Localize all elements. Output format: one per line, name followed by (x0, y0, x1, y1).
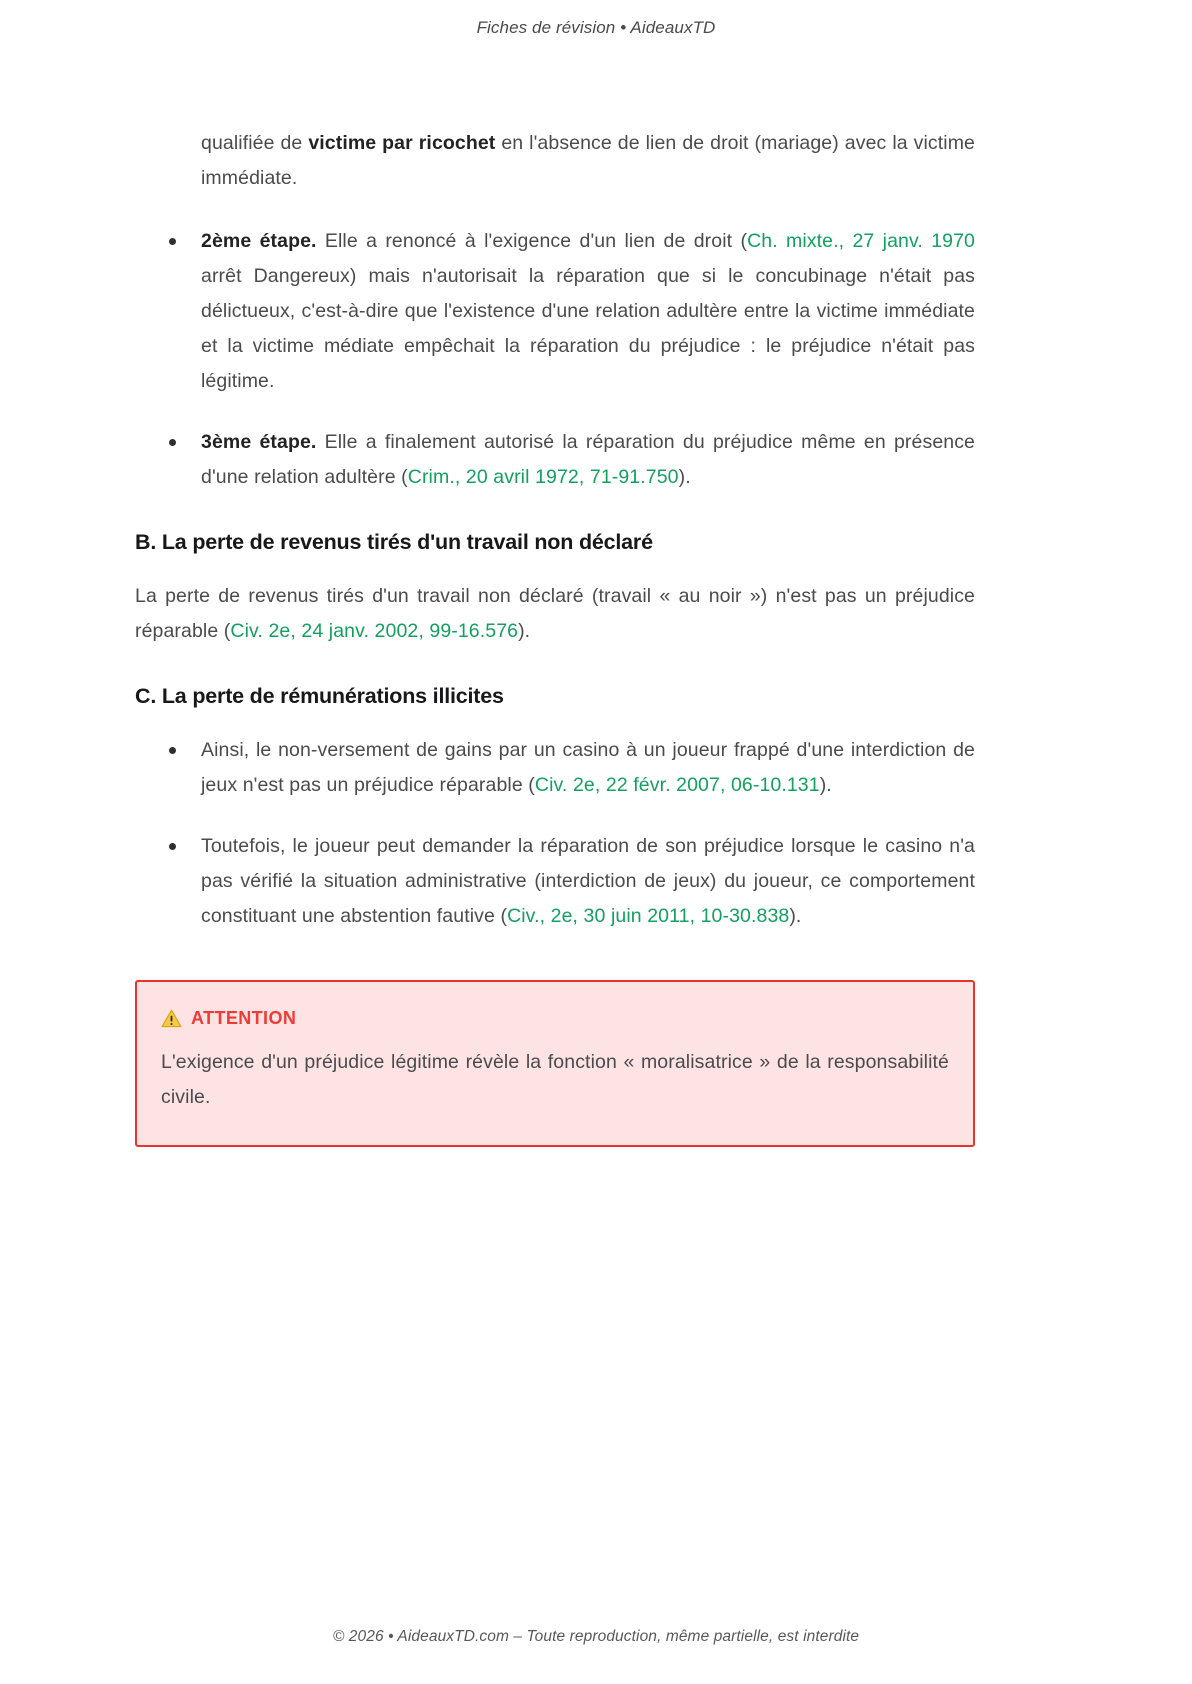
spacer (135, 557, 975, 579)
step-lead: 3ème étape. (201, 431, 317, 453)
case-citation: Civ. 2e, 22 févr. 2007, 06-10.131 (534, 774, 820, 796)
callout-body-text: L'exigence d'un préjudice légitime révèle la fonction « moralisatrice » de la responsabilité civile. (161, 1051, 949, 1108)
running-footer: © 2026 • AideauxTD.com – Toute reproduction, même partielle, est interdite (332, 1628, 860, 1645)
step-text-part-2: ). (678, 466, 691, 488)
spacer (135, 649, 975, 681)
steps-list (135, 224, 975, 495)
page-content (135, 126, 975, 1147)
section-heading-c: C. La perte de rémunérations illicites (135, 684, 504, 708)
warning-triangle-icon (161, 1009, 182, 1028)
paragraph-text-part-1: La perte de revenus tirés d'un travail non déclaré (travail « au noir ») n'est pas un préjudice réparable ( (135, 585, 975, 642)
case-citation: Ch. mixte., 27 janv. 1970 (747, 230, 976, 252)
section-c-list (135, 733, 975, 934)
list-item (135, 425, 975, 495)
step-lead: 2ème étape. (201, 230, 317, 252)
bullet-text-part-1: Ainsi, le non-versement de gains par un casino à un joueur frappé d'une interdiction de jeux n'est pas un préjudice réparable ( (201, 739, 975, 796)
section-heading-b: B. La perte de revenus tirés d'un travail non déclaré (135, 530, 653, 554)
paragraph-text-part-2: ). (518, 620, 531, 642)
bullet-text-part-2: ). (819, 774, 832, 796)
spacer (135, 711, 975, 733)
callout-label: ATTENTION (191, 1008, 297, 1028)
case-citation: Crim., 20 avril 1972, 71-91.750 (407, 466, 679, 488)
step-text-part-1: Elle a renoncé à l'exigence d'un lien de droit ( (316, 230, 748, 252)
intro-after: en l'absence de lien de droit (mariage) avec la victime immédiate. (201, 132, 976, 189)
spacer (135, 196, 975, 224)
step-text-part-2: arrêt Dangereux) mais n'autorisait la réparation que si le concubinage n'était pas délictueux, c'est-à-dire que l'existence d'une relation adultère entre la victime immédiate et la victime médiate empêchait la réparation du préjudice : le préjudice n'était pas légitime. (201, 265, 975, 392)
intro-bold-term: victime par ricochet (308, 132, 496, 154)
section-b-paragraph (135, 579, 975, 649)
attention-callout (135, 980, 975, 1147)
step-text-part-1: Elle a finalement autorisé la réparation du préjudice même en présence d'une relation adultère ( (201, 431, 976, 488)
spacer (135, 495, 975, 527)
intro-before: qualifiée de (201, 132, 309, 154)
running-header: Fiches de révision • AideauxTD (476, 18, 716, 37)
bullet-text-part-1: Toutefois, le joueur peut demander la réparation de son préjudice lorsque le casino n'a pas vérifié la situation administrative (interdiction de jeux) du joueur, ce comportement constituant une abstention fautive ( (201, 835, 975, 927)
list-item (135, 224, 975, 399)
bullet-text-part-2: ). (789, 905, 802, 927)
callout-title-row (161, 1008, 949, 1029)
case-citation: Civ. 2e, 24 janv. 2002, 99-16.576 (230, 620, 519, 642)
case-citation: Civ., 2e, 30 juin 2011, 10-30.838 (507, 905, 790, 927)
list-item (135, 829, 975, 934)
list-item (135, 733, 975, 803)
intro-paragraph (201, 126, 975, 196)
